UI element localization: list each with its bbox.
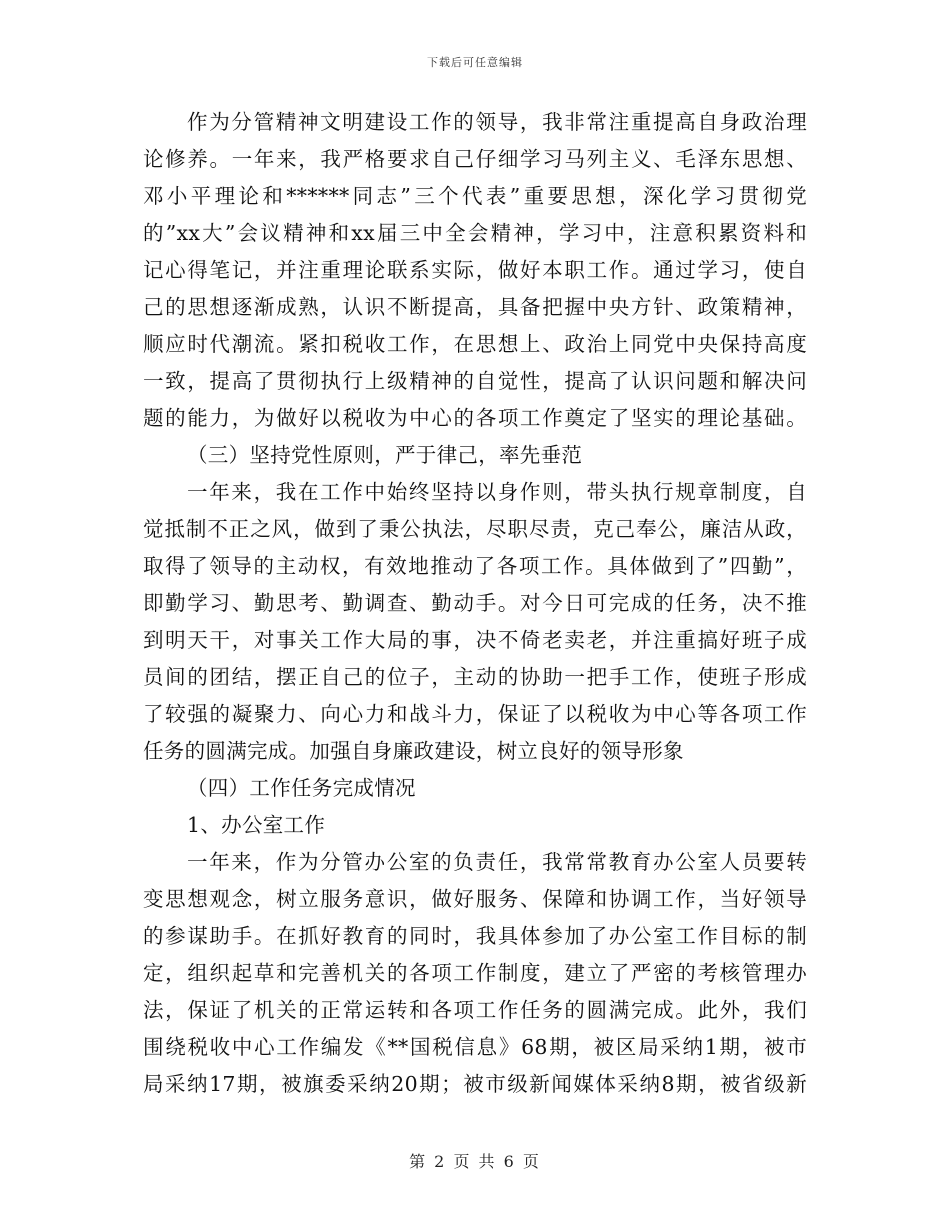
text-line: 了较强的凝聚力、向心力和战斗力，保证了以税收为中心等各项工作 [143,702,807,726]
text-line: 变思想观念，树立服务意识，做好服务、保障和协调工作，当好领导 [143,887,807,911]
text-line: 员间的团结，摆正自己的位子，主动的协助一把手工作，使班子形成 [143,665,807,689]
text-line: 顺应时代潮流。紧扣税收工作，在思想上、政治上同党中央保持高度 [143,332,807,356]
text-line: （四）工作任务完成情况 [187,776,416,800]
text-line: （三）坚持党性原则，严于律己，率先垂范 [187,443,583,467]
text-line: 1、办公室工作 [187,813,326,837]
text-line: 己的思想逐渐成熟，认识不断提高，具备把握中央方针、政策精神， [143,295,807,319]
text-line: 的”xx大”会议精神和xx届三中全会精神，学习中，注意积累资料和 [143,221,807,245]
text-line: 定，组织起草和完善机关的各项工作制度，建立了严密的考核管理办 [143,961,807,985]
text-line: 作为分管精神文明建设工作的领导，我非常注重提高自身政治理 [187,110,807,134]
page-header: 下载后可任意编辑 [427,56,523,69]
text-line: 论修养。一年来，我严格要求自己仔细学习马列主义、毛泽东思想、 [143,147,807,171]
page-number: 第 2 页 共 6 页 [409,1152,541,1171]
text-line: 的参谋助手。在抓好教育的同时，我具体参加了办公室工作目标的制 [143,924,807,948]
text-line: 围绕税收中心工作编发《**国税信息》68期，被区局采纳1期，被市 [143,1035,807,1059]
text-line: 一年来，我在工作中始终坚持以身作则，带头执行规章制度，自 [187,480,807,504]
text-line: 即勤学习、勤思考、勤调查、勤动手。对今日可完成的任务，决不推 [143,591,807,615]
text-line: 觉抵制不正之风，做到了秉公执法，尽职尽责，克己奉公，廉洁从政， [143,517,807,541]
text-line: 一致，提高了贯彻执行上级精神的自觉性，提高了认识问题和解决问 [143,369,807,393]
text-line: 邓小平理论和******同志”三个代表”重要思想，深化学习贯彻党 [143,184,807,208]
text-line: 到明天干，对事关工作大局的事，决不倚老卖老，并注重搞好班子成 [143,628,807,652]
text-line: 任务的圆满完成。加强自身廉政建设，树立良好的领导形象 [143,739,684,763]
document-body [143,104,807,1103]
text-line: 记心得笔记，并注重理论联系实际，做好本职工作。通过学习，使自 [143,258,807,282]
text-line: 取得了领导的主动权，有效地推动了各项工作。具体做到了”四勤”， [143,554,807,578]
text-line: 法，保证了机关的正常运转和各项工作任务的圆满完成。此外，我们 [143,998,807,1022]
text-line: 一年来，作为分管办公室的负责任，我常常教育办公室人员要转 [187,850,807,874]
text-line: 题的能力，为做好以税收为中心的各项工作奠定了坚实的理论基础。 [143,406,807,430]
text-line: 局采纳17期，被旗委采纳20期；被市级新闻媒体采纳8期，被省级新 [143,1072,807,1096]
